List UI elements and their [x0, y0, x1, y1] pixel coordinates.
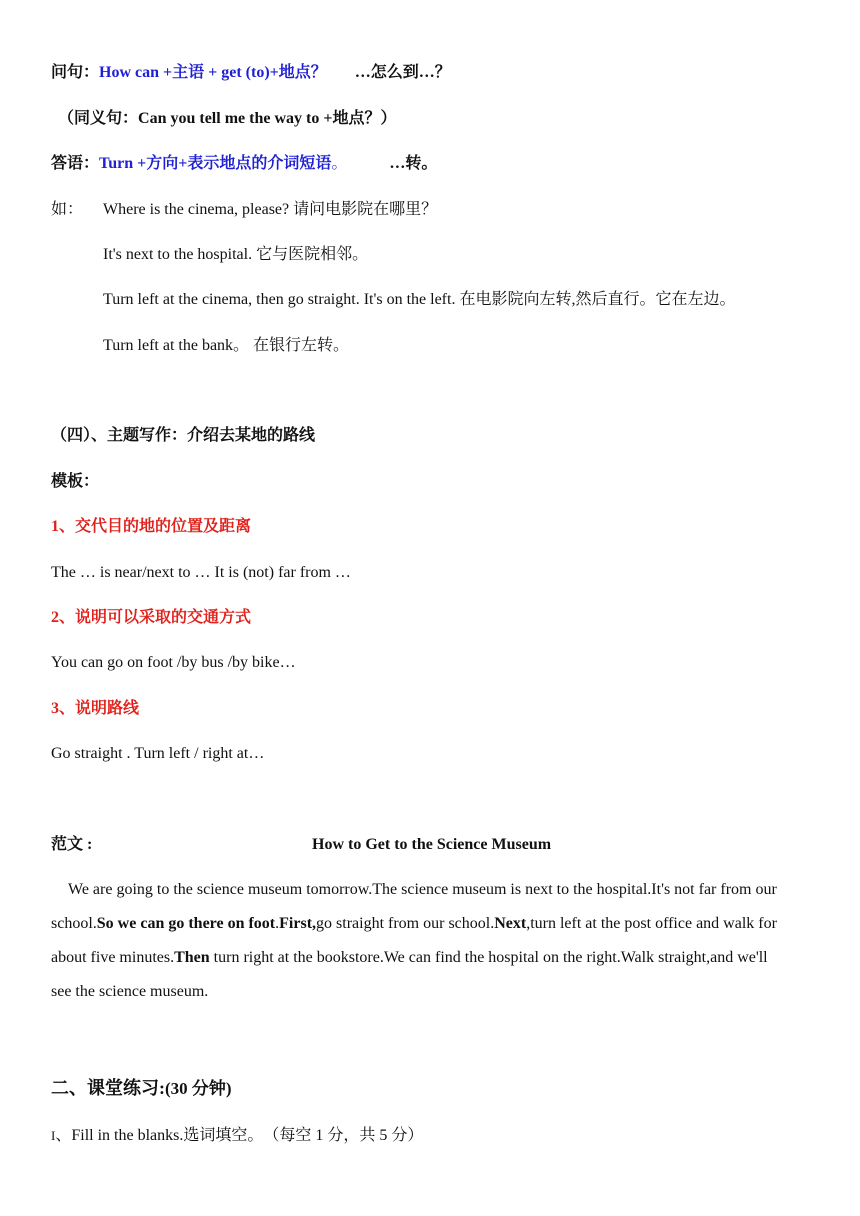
sample-text: go straight from our school. — [316, 915, 495, 932]
sample-label: 范文 : — [51, 836, 93, 853]
sample-text: turn right at the bookstore.We can find the hospital on the right.Walk straight,and we'll see the science museum. — [51, 949, 768, 1000]
template-label: 模板： — [51, 473, 100, 490]
step-title: 1、交代目的地的位置及距离 — [51, 518, 252, 535]
synonym-suffix: ） — [380, 110, 397, 127]
practice-heading — [51, 1075, 232, 1103]
example-item: Where is the cinema, please? 请问电影院在哪里？ — [103, 201, 438, 218]
step-text: The … is near/next to … It is (not) far from … — [51, 564, 351, 581]
practice-title: 二、课堂练习: — [51, 1078, 165, 1098]
example-item: It's next to the hospital. 它与医院相邻。 — [103, 246, 369, 263]
step-text: You can go on foot /by bus /by bike… — [51, 654, 296, 671]
sample-paragraph — [51, 873, 791, 1009]
practice-duration: (30 分钟) — [165, 1079, 232, 1098]
task-text: 、Fill in the blanks.选词填空。 — [55, 1127, 264, 1144]
task-line — [51, 1125, 423, 1147]
sample-text: We are going to the science museum tomorrow.The science museum is next to the hospital.It's not far from our school. — [51, 881, 777, 932]
sample-bold: So we can go there on foot — [96, 915, 276, 932]
sample-bold: First, — [279, 915, 317, 932]
ask-pattern: How can +主语 + get (to)+地点？ — [99, 64, 327, 81]
synonym-text: Can you tell me the way to +地点？ — [138, 110, 381, 127]
sample-title: How to Get to the Science Museum — [312, 836, 552, 853]
answer-meaning: …转。 — [389, 155, 438, 172]
ask-label: 问句： — [51, 64, 100, 81]
task-score: （每空 1 分，共 5 分） — [271, 1127, 424, 1144]
examples-label: 如： — [51, 201, 84, 218]
step-title: 2、说明可以采取的交通方式 — [51, 609, 252, 626]
example-item: Turn left at the bank。 在银行左转。 — [103, 337, 350, 354]
answer-pattern: Turn +方向+表示地点的介词短语 — [99, 155, 332, 172]
task-number: I — [51, 1128, 56, 1143]
step-text: Go straight . Turn left / right at… — [51, 745, 265, 762]
writing-heading: （四）、主题写作：介绍去某地的路线 — [51, 427, 316, 444]
answer-punct: 。 — [331, 155, 348, 172]
sample-bold: Then — [174, 949, 210, 966]
synonym-line — [58, 108, 396, 130]
sample-text: . — [275, 915, 280, 932]
synonym-prefix: （同义句： — [58, 110, 139, 127]
ask-meaning: …怎么到…？ — [354, 64, 451, 81]
sample-bold: Next — [494, 915, 527, 932]
step-title: 3、说明路线 — [51, 700, 140, 717]
answer-label: 答语： — [51, 155, 100, 172]
answer-line — [51, 153, 437, 175]
ask-line — [51, 62, 451, 84]
sample-text: ,turn left at the post office and walk for about five minutes. — [51, 915, 777, 966]
example-item: Turn left at the cinema, then go straight. It's on the left. 在电影院向左转,然后直行。它在左边。 — [103, 291, 736, 308]
